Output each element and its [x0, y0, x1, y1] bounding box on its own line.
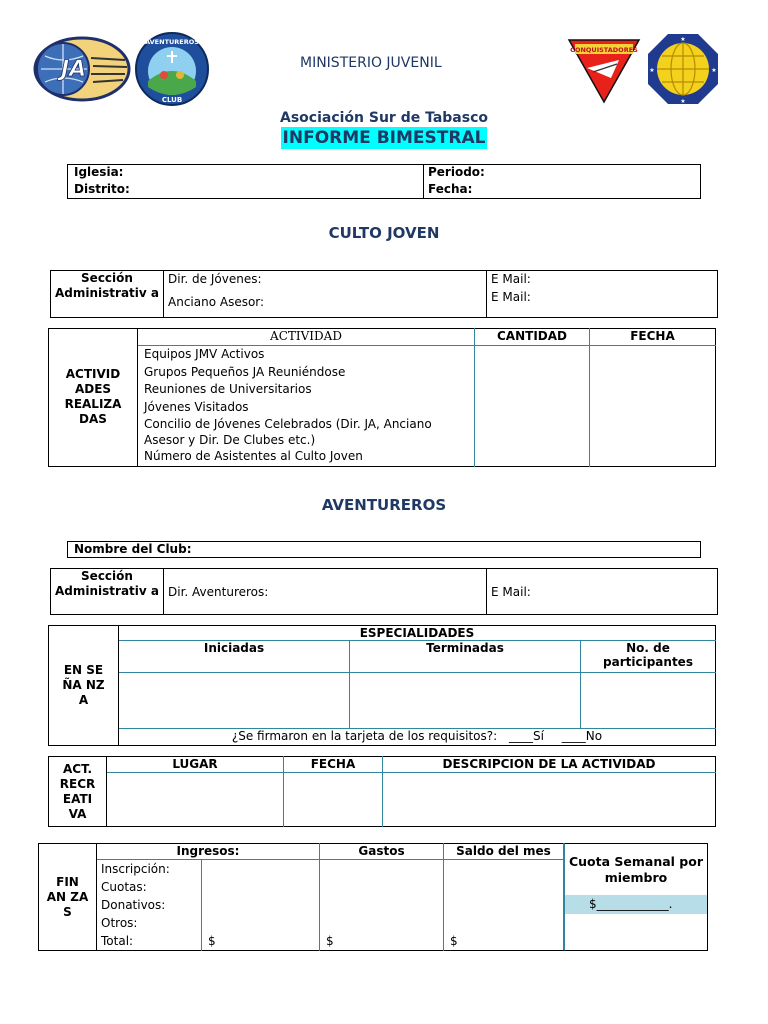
list-item: Cuotas: — [101, 880, 147, 894]
col-lugar: LUGAR — [107, 757, 284, 773]
culto-joven-title: CULTO JOVEN — [328, 224, 440, 242]
list-item: Otros: — [101, 916, 138, 930]
fecha-act-cell[interactable] — [284, 773, 383, 827]
col-fecha: FECHA — [590, 329, 716, 346]
col-cantidad: CANTIDAD — [475, 329, 590, 346]
report-title: INFORME BIMESTRAL — [282, 128, 486, 148]
especialidades-header: ESPECIALIDADES — [119, 626, 716, 641]
actividades-table — [48, 328, 716, 467]
ministerio-title: MINISTERIO JUVENIL — [300, 55, 442, 71]
conquistadores-logo — [567, 38, 641, 104]
aventureros-logo — [134, 31, 210, 107]
fecha-field[interactable]: Fecha: — [428, 181, 473, 196]
gastos-value-cell[interactable] — [320, 860, 444, 951]
globe-logo — [646, 32, 720, 106]
club-name-table — [67, 541, 701, 558]
email-field-1[interactable]: E Mail: — [491, 272, 531, 286]
list-item: Jóvenes Visitados — [144, 399, 249, 414]
dir-jovenes-field[interactable]: Dir. de Jóvenes: — [164, 271, 487, 291]
actividades-list — [138, 346, 475, 467]
svg-text:★: ★ — [649, 67, 655, 74]
saldo-value-cell[interactable] — [444, 860, 564, 951]
seccion-admin-label: Sección Administrativ a — [51, 271, 164, 318]
list-item: Número de Asistentes al Culto Joven — [144, 449, 363, 463]
ingresos-value-cell[interactable] — [202, 860, 320, 951]
anciano-asesor-field[interactable]: Anciano Asesor: — [164, 290, 487, 318]
club-name-field[interactable]: Nombre del Club: — [74, 542, 192, 556]
col-descripcion: DESCRIPCION DE LA ACTIVIDAD — [383, 757, 716, 773]
no-option[interactable]: ____No — [561, 728, 603, 743]
periodo-field[interactable]: Periodo: — [428, 165, 485, 179]
ingresos-rows — [97, 860, 202, 951]
finanzas-table — [38, 843, 564, 951]
finanzas-label: FIN AN ZA S — [39, 844, 97, 951]
participantes-cell[interactable] — [581, 673, 716, 728]
svg-text:★: ★ — [711, 67, 717, 74]
cuota-input[interactable]: $____________. — [565, 895, 707, 914]
col-terminadas: Terminadas — [350, 641, 581, 673]
distrito-field[interactable]: Distrito: — [68, 182, 424, 199]
list-item: Total: — [101, 934, 134, 948]
list-item: Inscripción: — [101, 862, 170, 876]
cantidad-cell[interactable] — [475, 346, 590, 467]
dir-aventureros-field[interactable]: Dir. Aventureros: — [164, 569, 487, 615]
svg-text:CLUB: CLUB — [161, 96, 183, 104]
svg-text:JA: JA — [61, 57, 87, 82]
col-participantes: No. de participantes — [581, 641, 716, 673]
aventureros-admin-table — [50, 568, 718, 615]
svg-text:CONQUISTADORES: CONQUISTADORES — [570, 46, 638, 54]
list-item: Donativos: — [101, 898, 166, 912]
email-field-2[interactable]: E Mail: — [491, 290, 531, 304]
report-title-wrap — [0, 127, 768, 149]
col-saldo: Saldo del mes — [444, 844, 564, 860]
col-actividad: ACTIVIDAD — [138, 329, 475, 346]
culto-admin-table — [50, 270, 718, 318]
svg-text:★: ★ — [680, 36, 686, 43]
email-field-3[interactable]: E Mail: — [491, 584, 531, 599]
lugar-cell[interactable] — [107, 773, 284, 827]
dollar-sign: $ — [450, 934, 458, 948]
iglesia-field[interactable]: Iglesia: — [68, 165, 424, 182]
col-ingresos: Ingresos: — [97, 844, 320, 860]
cuota-label: Cuota Semanal por miembro — [568, 854, 704, 885]
list-item: Grupos Pequeños JA Reuniéndose — [144, 364, 346, 379]
ensenanza-label: EN SE ÑA NZ A — [49, 626, 119, 746]
firma-text: ¿Se firmaron en la tarjeta de los requisitos?: — [231, 728, 498, 743]
list-item: Concilio de Jóvenes Celebrados (Dir. JA, Anciano Asesor y Dir. De Clubes etc.) — [144, 417, 432, 447]
col-fecha-act: FECHA — [284, 757, 383, 773]
association-name: Asociación Sur de Tabasco — [279, 110, 489, 126]
actividades-label: ACTIVID ADES REALIZA DAS — [49, 329, 138, 467]
list-item: Reuniones de Universitarios — [144, 382, 312, 396]
si-option[interactable]: ____Sí — [509, 728, 544, 743]
fecha-cell[interactable] — [590, 346, 716, 467]
ensenanza-table — [48, 625, 716, 746]
svg-text:AVENTUREROS: AVENTUREROS — [145, 38, 199, 46]
terminadas-cell[interactable] — [350, 673, 581, 728]
firma-question — [119, 728, 716, 745]
aventureros-title: AVENTUREROS — [321, 496, 447, 514]
svg-text:★: ★ — [680, 98, 686, 105]
info-table — [67, 164, 701, 199]
ja-logo — [33, 36, 131, 102]
recreativa-table — [48, 756, 716, 827]
list-item: Equipos JMV Activos — [144, 347, 265, 361]
col-gastos: Gastos — [320, 844, 444, 860]
col-iniciadas: Iniciadas — [119, 641, 350, 673]
dollar-sign: $ — [326, 934, 334, 948]
descripcion-cell[interactable] — [383, 773, 716, 827]
recreativa-label: ACT. RECR EATI VA — [49, 757, 107, 827]
seccion-admin-label-2: Sección Administrativ a — [51, 569, 164, 615]
cuota-box — [564, 843, 708, 951]
dollar-sign: $ — [208, 934, 216, 948]
iniciadas-cell[interactable] — [119, 673, 350, 728]
